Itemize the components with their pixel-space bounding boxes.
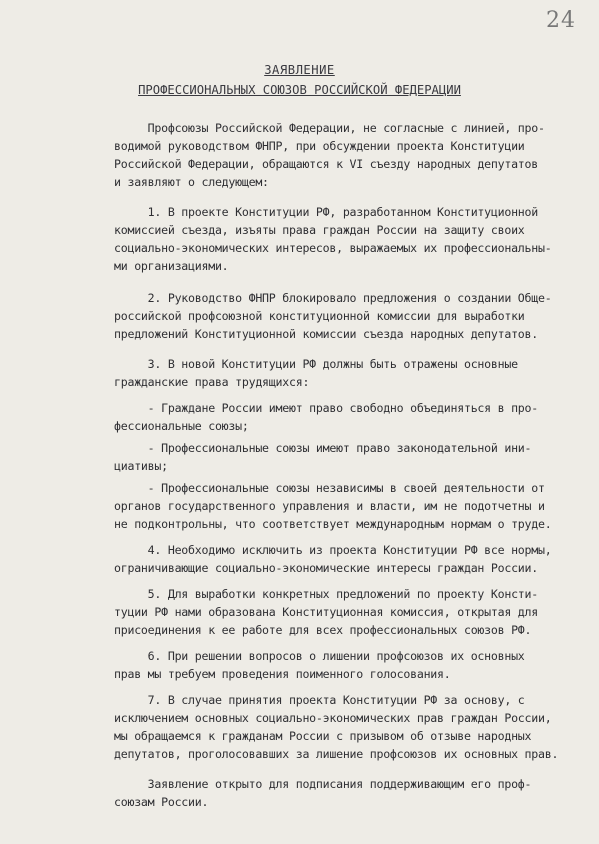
- text-line: 6. При решении вопросов о лишении профсоюзов их основных: [114, 649, 525, 663]
- text-line: мы обращаемся к гражданам России с призывом об отзыве народных: [114, 729, 532, 743]
- text-line: комиссией съезда, изъяты права граждан России на защиту своих: [114, 223, 525, 237]
- text-line: и заявляют о следующем:: [114, 175, 269, 189]
- paragraph: [114, 479, 552, 533]
- text-line: туции РФ нами образована Конституционная комиссия, открытая для: [114, 605, 538, 619]
- paragraph: [114, 203, 552, 275]
- text-line: прав мы требуем проведения поименного голосования.: [114, 667, 451, 681]
- text-line: российской профсоюзной конституционной комиссии для выработки: [114, 309, 525, 323]
- text-line: 1. В проекте Конституции РФ, разработанном Конституционной: [114, 205, 538, 219]
- text-line: - Граждане России имеют право свободно объединяться в про-: [114, 401, 538, 415]
- text-line: органов государственного управления и власти, им не подотчетны и: [114, 499, 545, 513]
- text-line: ограничивающие социально-экономические интересы граждан России.: [114, 561, 538, 575]
- paragraph: [114, 585, 544, 639]
- text-line: союзам России.: [114, 795, 209, 809]
- text-line: фессиональные союзы;: [114, 419, 249, 433]
- text-line: гражданские права трудящихся:: [114, 375, 310, 389]
- paragraph: [114, 399, 544, 435]
- text-line: Профсоюзы Российской Федерации, не согласные с линией, про-: [114, 121, 545, 135]
- text-line: 4. Необходимо исключить из проекта Конституции РФ все нормы,: [114, 543, 552, 557]
- text-line: - Профессиональные союзы независимы в своей деятельности от: [114, 481, 545, 495]
- paragraph: [114, 289, 552, 343]
- text-line: предложений Конституционной комиссии съезда народных депутатов.: [114, 327, 538, 341]
- text-line: ми организациями.: [114, 259, 229, 273]
- text-line: 2. Руководство ФНПР блокировало предложения о создании Обще-: [114, 291, 552, 305]
- text-line: присоединения к ее работе для всех профессиональных союзов РФ.: [114, 623, 532, 637]
- document-title: ЗАЯВЛЕНИЕ: [264, 63, 335, 77]
- paragraph: [114, 691, 559, 763]
- paragraph: [114, 775, 544, 811]
- text-line: 3. В новой Конституции РФ должны быть отражены основные: [114, 357, 518, 371]
- paragraph: [114, 647, 544, 683]
- text-line: циативы;: [114, 459, 168, 473]
- text-line: не подконтрольны, что соответствует международным нормам о труде.: [114, 517, 552, 531]
- text-line: социально-экономических интересов, выражаемых их профессиональны-: [114, 241, 552, 255]
- paragraph: [114, 355, 544, 391]
- text-line: Заявление открыто для подписания поддерживающим его проф-: [114, 777, 532, 791]
- text-line: 5. Для выработки конкретных предложений по проекту Консти-: [114, 587, 538, 601]
- page-number: 24: [546, 8, 576, 33]
- text-line: водимой руководством ФНПР, при обсуждении проекта Конституции: [114, 139, 525, 153]
- text-line: - Профессиональные союзы имеют право законодательной ини-: [114, 441, 532, 455]
- paragraph: [114, 541, 552, 577]
- paragraph: [114, 119, 544, 191]
- text-line: депутатов, проголосовавших за лишение профсоюзов их основных прав.: [114, 747, 559, 761]
- document-subtitle: ПРОФЕССИОНАЛЬНЫХ СОЮЗОВ РОССИЙСКОЙ ФЕДЕРАЦИИ: [138, 83, 461, 97]
- paragraph: [114, 439, 544, 475]
- document-body: [114, 119, 559, 811]
- text-line: Российской Федерации, обращаются к VI съезду народных депутатов: [114, 157, 538, 171]
- text-line: исключением основных социально-экономических прав граждан России,: [114, 711, 552, 725]
- text-line: 7. В случае принятия проекта Конституции РФ за основу, с: [114, 693, 525, 707]
